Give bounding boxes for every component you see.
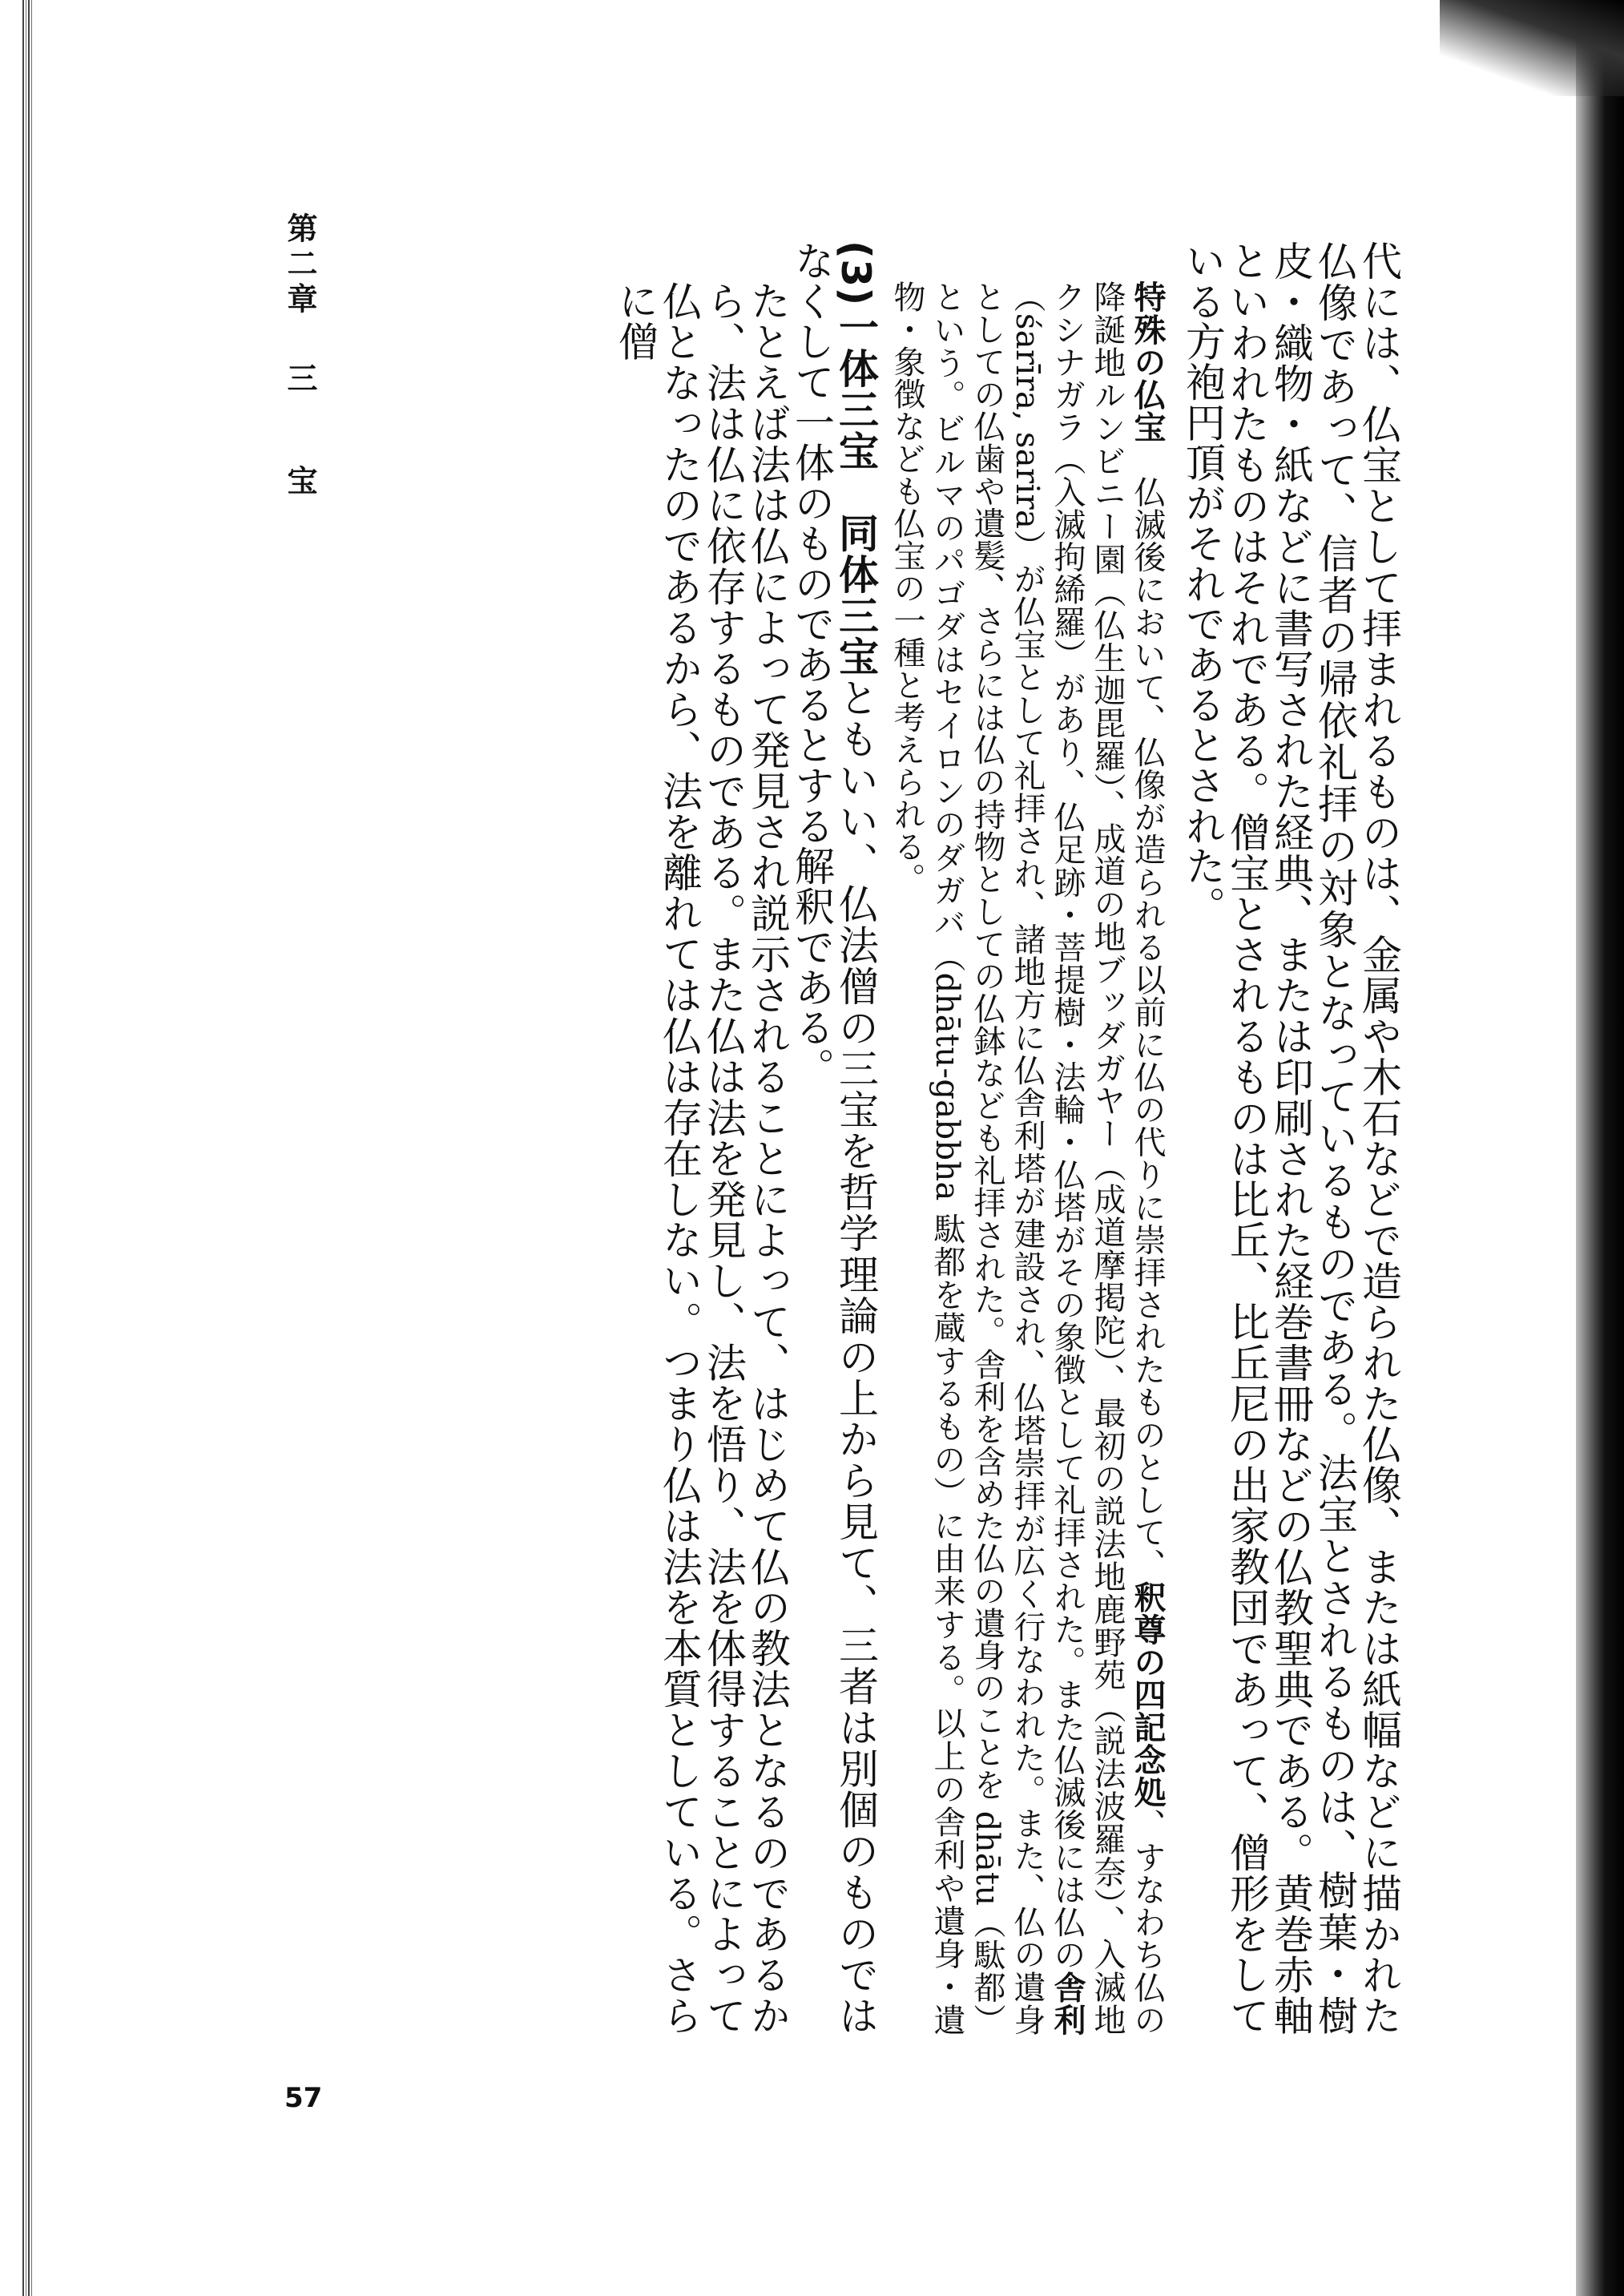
keyword-four-memorial-places: 釈尊の四記念処	[1129, 1580, 1166, 1809]
paragraph-one-body-three-treasures	[789, 240, 877, 2036]
section-number: (3)	[832, 240, 879, 306]
page-number: 57	[284, 2082, 323, 2114]
ittai-text: ともいい、仏法僧の三宝を哲学理論の上から見て、三者は別個のものではなくして一体のものであるとする解釈である。	[788, 240, 879, 2036]
chapter-title: 三 宝	[282, 362, 317, 517]
body-text	[255, 240, 1400, 2036]
book-binding-edge	[22, 0, 34, 2296]
section-heading-ittai: 一体三宝	[832, 305, 879, 472]
section-heading-special: 特殊の仏宝	[1129, 280, 1166, 443]
chapter-label: 第二章	[282, 212, 317, 318]
special-text-3: （śarīra, sarira）が仏宝として礼拝され、諸地方に仏舎利塔が建設され、仏塔崇拝が広く行なわれた。また、仏の遺身としての仏歯や遺髪、さらには仏の持物としての仏鉢なども礼拝された。舎利を含めた仏の遺身のことを dhātu（駄都）という。ビルマのパゴダはセイロンのダガバ（dhātu-gabbha 駄都を蔵するもの）に由来する。以上の舎利や遺身・遺物・象徴なども仏宝の一種と考えられる。	[889, 280, 1046, 2036]
special-text-2: 、すなわち仏の降誕地ルンビニー園（仏生迦毘羅）、成道の地ブッダガヤー（成道摩掲陀）、最初の説法地鹿野苑（説法波羅奈）、入滅地クシナガラ（入滅拘絺羅）があり、仏足跡・菩提樹・法輪・仏塔がその象徴として礼拝された。また仏滅後には仏の	[1049, 280, 1166, 2036]
ittai-spacer	[832, 471, 879, 512]
special-text-1: 仏滅後において、仏像が造られる以前に仏の代りに崇拝されたものとして、	[1129, 475, 1166, 1581]
keyword-sarira: 舎利	[1049, 1971, 1086, 2036]
paragraph-special-treasure	[887, 240, 1167, 2036]
page-corner-shadow	[1440, 0, 1624, 96]
page-edge-shadow	[1576, 0, 1624, 2296]
keyword-same-body: 同体三宝	[832, 512, 879, 678]
paragraph-dharma-buddha: たとえば法は仏によって発見され説示されることによって、はじめて仏の教法となるのであるから、法は仏に依存するものである。また仏は法を発見し、法を悟り、法を体得することによって仏となったのであるから、法を離れては仏は存在しない。つまり仏は法を本質としている。さらに僧	[612, 280, 791, 2036]
paragraph-buddha-treasure: 代には、仏宝として拝まれるものは、金属や木石などで造られた仏像、または紙幅などに描かれた仏像であって、信者の帰依礼拝の対象となっているものである。法宝とされるものは、樹葉・樹皮・織物・紙などに書写された経典、または印刷された経巻書冊などの仏教聖典である。黄巻赤軸といわれたものはそれである。僧宝とされるものは比丘、比丘尼の出家教団であって、僧形をしている方袍円頂がそれであるとされた。	[1179, 240, 1402, 2036]
